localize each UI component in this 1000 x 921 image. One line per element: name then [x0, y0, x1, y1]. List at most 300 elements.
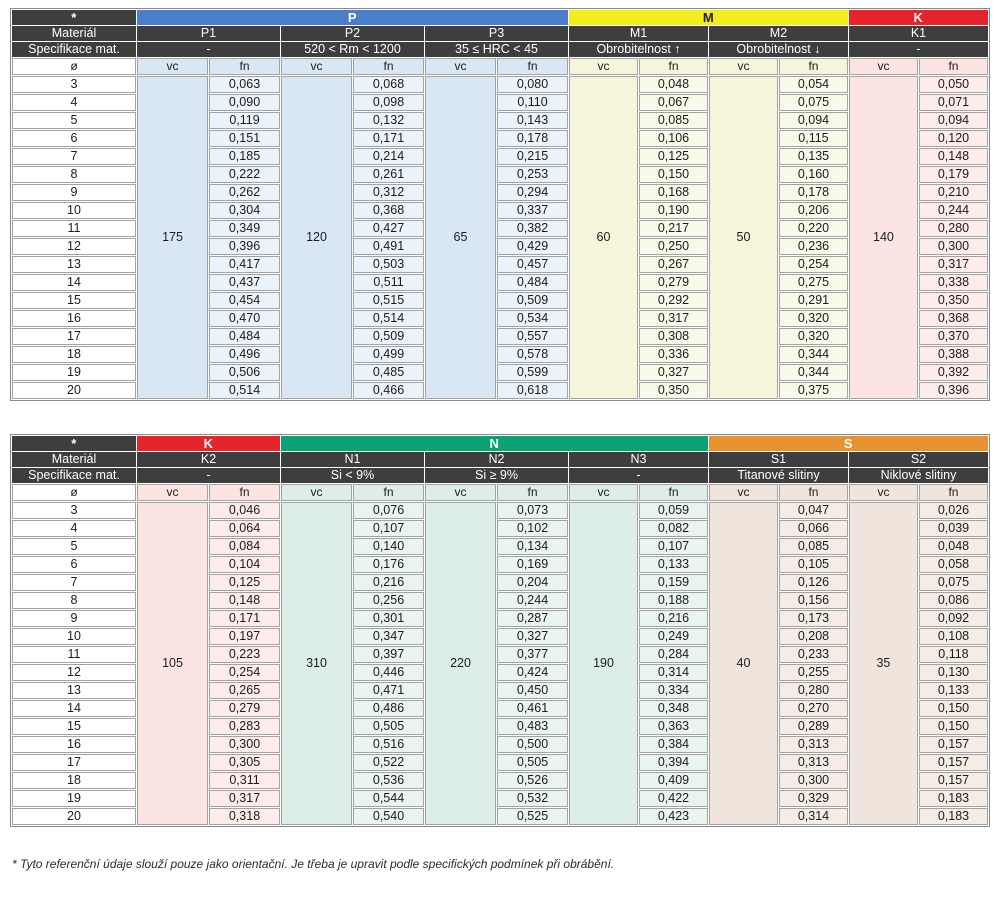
fn-value-cell: 0,350: [919, 292, 988, 309]
diameter-cell: 5: [12, 112, 136, 129]
fn-value-cell: 0,349: [209, 220, 280, 237]
diameter-cell: 10: [12, 202, 136, 219]
fn-value-cell: 0,261: [353, 166, 424, 183]
fn-label-k1: fn: [919, 58, 988, 75]
fn-value-cell: 0,329: [779, 790, 848, 807]
fn-value-cell: 0,120: [919, 130, 988, 147]
fn-value-cell: 0,500: [497, 736, 568, 753]
fn-value-cell: 0,048: [639, 76, 708, 93]
fn-value-cell: 0,183: [919, 808, 988, 825]
fn-value-cell: 0,292: [639, 292, 708, 309]
fn-value-cell: 0,347: [353, 628, 424, 645]
fn-value-cell: 0,178: [779, 184, 848, 201]
fn-value-cell: 0,080: [497, 76, 568, 93]
fn-value-cell: 0,050: [919, 76, 988, 93]
fn-label-s1: fn: [779, 484, 848, 501]
fn-value-cell: 0,150: [919, 700, 988, 717]
fn-value-cell: 0,534: [497, 310, 568, 327]
diameter-cell: 9: [12, 610, 136, 627]
fn-value-cell: 0,320: [779, 310, 848, 327]
diameter-cell: 14: [12, 700, 136, 717]
fn-value-cell: 0,484: [209, 328, 280, 345]
fn-value-cell: 0,599: [497, 364, 568, 381]
spec-s1: Titanové slitiny: [709, 468, 848, 483]
fn-value-cell: 0,392: [919, 364, 988, 381]
fn-value-cell: 0,485: [353, 364, 424, 381]
fn-value-cell: 0,140: [353, 538, 424, 555]
fn-value-cell: 0,313: [779, 736, 848, 753]
fn-value-cell: 0,289: [779, 718, 848, 735]
diameter-cell: 19: [12, 790, 136, 807]
fn-value-cell: 0,039: [919, 520, 988, 537]
fn-value-cell: 0,104: [209, 556, 280, 573]
fn-value-cell: 0,318: [209, 808, 280, 825]
fn-value-cell: 0,344: [779, 346, 848, 363]
fn-value-cell: 0,156: [779, 592, 848, 609]
fn-value-cell: 0,073: [497, 502, 568, 519]
fn-value-cell: 0,578: [497, 346, 568, 363]
fn-value-cell: 0,514: [209, 382, 280, 399]
fn-value-cell: 0,483: [497, 718, 568, 735]
vc-label-n1: vc: [281, 484, 352, 501]
fn-value-cell: 0,337: [497, 202, 568, 219]
material-name-m1: M1: [569, 26, 708, 41]
fn-value-cell: 0,249: [639, 628, 708, 645]
spec-p1: -: [137, 42, 280, 57]
fn-value-cell: 0,327: [497, 628, 568, 645]
fn-value-cell: 0,253: [497, 166, 568, 183]
fn-value-cell: 0,540: [353, 808, 424, 825]
fn-value-cell: 0,171: [353, 130, 424, 147]
fn-value-cell: 0,334: [639, 682, 708, 699]
fn-label-k2: fn: [209, 484, 280, 501]
cutting-data-table-bottom: [10, 434, 990, 827]
fn-value-cell: 0,291: [779, 292, 848, 309]
fn-value-cell: 0,336: [639, 346, 708, 363]
table-row: [12, 502, 988, 519]
fn-value-cell: 0,618: [497, 382, 568, 399]
vc-value-p3: 65: [425, 76, 496, 399]
fn-value-cell: 0,214: [353, 148, 424, 165]
spec-k1: -: [849, 42, 988, 57]
vc-label-m1: vc: [569, 58, 638, 75]
spec-s2: Niklové slitiny: [849, 468, 988, 483]
fn-value-cell: 0,233: [779, 646, 848, 663]
fn-value-cell: 0,275: [779, 274, 848, 291]
fn-value-cell: 0,382: [497, 220, 568, 237]
fn-value-cell: 0,457: [497, 256, 568, 273]
fn-value-cell: 0,317: [639, 310, 708, 327]
fn-value-cell: 0,338: [919, 274, 988, 291]
vc-label-m2: vc: [709, 58, 778, 75]
diameter-cell: 13: [12, 256, 136, 273]
fn-value-cell: 0,461: [497, 700, 568, 717]
fn-value-cell: 0,150: [639, 166, 708, 183]
fn-value-cell: 0,394: [639, 754, 708, 771]
diameter-cell: 12: [12, 664, 136, 681]
vc-label-s2: vc: [849, 484, 918, 501]
diameter-cell: 18: [12, 346, 136, 363]
diameter-cell: 8: [12, 592, 136, 609]
vc-label-n2: vc: [425, 484, 496, 501]
fn-value-cell: 0,317: [919, 256, 988, 273]
fn-value-cell: 0,280: [779, 682, 848, 699]
vc-label-p2: vc: [281, 58, 352, 75]
fn-value-cell: 0,348: [639, 700, 708, 717]
fn-value-cell: 0,176: [353, 556, 424, 573]
fn-value-cell: 0,279: [639, 274, 708, 291]
fn-value-cell: 0,388: [919, 346, 988, 363]
vc-value-s2: 35: [849, 502, 918, 825]
fn-value-cell: 0,217: [639, 220, 708, 237]
fn-value-cell: 0,085: [779, 538, 848, 555]
fn-value-cell: 0,370: [919, 328, 988, 345]
fn-value-cell: 0,496: [209, 346, 280, 363]
material-name-k1: K1: [849, 26, 988, 41]
fn-value-cell: 0,314: [779, 808, 848, 825]
spec-p2: 520 < Rm < 1200: [281, 42, 424, 57]
fn-value-cell: 0,216: [353, 574, 424, 591]
diameter-cell: 15: [12, 718, 136, 735]
material-name-p1: P1: [137, 26, 280, 41]
fn-value-cell: 0,244: [497, 592, 568, 609]
spec-row-label: Specifikace mat.: [12, 42, 136, 57]
fn-value-cell: 0,300: [209, 736, 280, 753]
diameter-cell: 15: [12, 292, 136, 309]
fn-value-cell: 0,157: [919, 772, 988, 789]
diameter-cell: 17: [12, 754, 136, 771]
fn-value-cell: 0,204: [497, 574, 568, 591]
diameter-cell: 9: [12, 184, 136, 201]
fn-value-cell: 0,304: [209, 202, 280, 219]
fn-value-cell: 0,509: [353, 328, 424, 345]
fn-value-cell: 0,486: [353, 700, 424, 717]
footnote: * Tyto referenční údaje slouží pouze jako orientační. Je třeba je upravit podle specifických podmínek při obrábění.: [12, 857, 615, 871]
fn-value-cell: 0,250: [639, 238, 708, 255]
fn-value-cell: 0,173: [779, 610, 848, 627]
fn-value-cell: 0,110: [497, 94, 568, 111]
fn-value-cell: 0,067: [639, 94, 708, 111]
vc-value-p2: 120: [281, 76, 352, 399]
fn-value-cell: 0,130: [919, 664, 988, 681]
fn-value-cell: 0,262: [209, 184, 280, 201]
material-name-n2: N2: [425, 452, 568, 467]
fn-value-cell: 0,314: [639, 664, 708, 681]
fn-value-cell: 0,384: [639, 736, 708, 753]
fn-value-cell: 0,396: [209, 238, 280, 255]
fn-value-cell: 0,223: [209, 646, 280, 663]
diameter-cell: 5: [12, 538, 136, 555]
fn-value-cell: 0,313: [779, 754, 848, 771]
fn-value-cell: 0,216: [639, 610, 708, 627]
fn-value-cell: 0,210: [919, 184, 988, 201]
fn-value-cell: 0,125: [209, 574, 280, 591]
fn-value-cell: 0,317: [209, 790, 280, 807]
diameter-column-label: ø: [12, 58, 136, 75]
vc-value-k1: 140: [849, 76, 918, 399]
fn-value-cell: 0,115: [779, 130, 848, 147]
spec-n2: Si ≥ 9%: [425, 468, 568, 483]
fn-value-cell: 0,084: [209, 538, 280, 555]
vc-label-s1: vc: [709, 484, 778, 501]
cutting-data-table-top: [10, 8, 990, 401]
fn-value-cell: 0,197: [209, 628, 280, 645]
fn-value-cell: 0,206: [779, 202, 848, 219]
spec-p3: 35 ≤ HRC < 45: [425, 42, 568, 57]
fn-label-s2: fn: [919, 484, 988, 501]
fn-value-cell: 0,125: [639, 148, 708, 165]
fn-value-cell: 0,503: [353, 256, 424, 273]
fn-value-cell: 0,308: [639, 328, 708, 345]
material-name-m2: M2: [709, 26, 848, 41]
group-band-m: M: [569, 10, 848, 25]
fn-value-cell: 0,409: [639, 772, 708, 789]
fn-value-cell: 0,190: [639, 202, 708, 219]
fn-label-m2: fn: [779, 58, 848, 75]
fn-value-cell: 0,151: [209, 130, 280, 147]
vc-value-n1: 310: [281, 502, 352, 825]
diameter-cell: 20: [12, 808, 136, 825]
fn-value-cell: 0,301: [353, 610, 424, 627]
diameter-cell: 3: [12, 502, 136, 519]
vc-value-n2: 220: [425, 502, 496, 825]
fn-value-cell: 0,506: [209, 364, 280, 381]
fn-value-cell: 0,396: [919, 382, 988, 399]
fn-value-cell: 0,094: [779, 112, 848, 129]
vc-value-k2: 105: [137, 502, 208, 825]
vc-label-k1: vc: [849, 58, 918, 75]
fn-value-cell: 0,446: [353, 664, 424, 681]
fn-value-cell: 0,327: [639, 364, 708, 381]
fn-value-cell: 0,267: [639, 256, 708, 273]
vc-value-s1: 40: [709, 502, 778, 825]
fn-value-cell: 0,311: [209, 772, 280, 789]
fn-value-cell: 0,300: [779, 772, 848, 789]
material-name-p3: P3: [425, 26, 568, 41]
fn-value-cell: 0,422: [639, 790, 708, 807]
group-band-s: S: [709, 436, 988, 451]
fn-value-cell: 0,160: [779, 166, 848, 183]
fn-value-cell: 0,466: [353, 382, 424, 399]
fn-value-cell: 0,220: [779, 220, 848, 237]
fn-value-cell: 0,107: [639, 538, 708, 555]
fn-value-cell: 0,427: [353, 220, 424, 237]
star-header-cell: *: [12, 436, 136, 451]
fn-value-cell: 0,085: [639, 112, 708, 129]
fn-value-cell: 0,157: [919, 754, 988, 771]
fn-value-cell: 0,090: [209, 94, 280, 111]
spec-m2: Obrobitelnost ↓: [709, 42, 848, 57]
vc-label-n3: vc: [569, 484, 638, 501]
spec-k2: -: [137, 468, 280, 483]
material-name-n1: N1: [281, 452, 424, 467]
fn-value-cell: 0,429: [497, 238, 568, 255]
fn-value-cell: 0,092: [919, 610, 988, 627]
material-name-n3: N3: [569, 452, 708, 467]
fn-value-cell: 0,423: [639, 808, 708, 825]
fn-value-cell: 0,107: [353, 520, 424, 537]
fn-value-cell: 0,215: [497, 148, 568, 165]
fn-value-cell: 0,424: [497, 664, 568, 681]
fn-value-cell: 0,279: [209, 700, 280, 717]
vc-value-p1: 175: [137, 76, 208, 399]
fn-value-cell: 0,312: [353, 184, 424, 201]
diameter-cell: 13: [12, 682, 136, 699]
diameter-cell: 8: [12, 166, 136, 183]
fn-value-cell: 0,222: [209, 166, 280, 183]
fn-value-cell: 0,102: [497, 520, 568, 537]
diameter-cell: 12: [12, 238, 136, 255]
fn-value-cell: 0,076: [353, 502, 424, 519]
fn-value-cell: 0,368: [919, 310, 988, 327]
group-band-k: K: [849, 10, 988, 25]
fn-value-cell: 0,126: [779, 574, 848, 591]
fn-value-cell: 0,185: [209, 148, 280, 165]
vc-label-p3: vc: [425, 58, 496, 75]
fn-value-cell: 0,133: [639, 556, 708, 573]
fn-value-cell: 0,484: [497, 274, 568, 291]
fn-value-cell: 0,300: [919, 238, 988, 255]
diameter-cell: 6: [12, 556, 136, 573]
fn-value-cell: 0,491: [353, 238, 424, 255]
fn-value-cell: 0,047: [779, 502, 848, 519]
fn-value-cell: 0,118: [919, 646, 988, 663]
fn-label-p1: fn: [209, 58, 280, 75]
group-band-p: P: [137, 10, 568, 25]
fn-value-cell: 0,075: [919, 574, 988, 591]
fn-value-cell: 0,119: [209, 112, 280, 129]
fn-value-cell: 0,068: [353, 76, 424, 93]
fn-value-cell: 0,294: [497, 184, 568, 201]
material-name-s2: S2: [849, 452, 988, 467]
fn-label-n2: fn: [497, 484, 568, 501]
fn-value-cell: 0,437: [209, 274, 280, 291]
diameter-cell: 11: [12, 220, 136, 237]
fn-value-cell: 0,183: [919, 790, 988, 807]
diameter-cell: 10: [12, 628, 136, 645]
fn-value-cell: 0,283: [209, 718, 280, 735]
fn-value-cell: 0,320: [779, 328, 848, 345]
fn-value-cell: 0,470: [209, 310, 280, 327]
material-name-k2: K2: [137, 452, 280, 467]
vc-value-m1: 60: [569, 76, 638, 399]
fn-value-cell: 0,066: [779, 520, 848, 537]
fn-label-p3: fn: [497, 58, 568, 75]
fn-value-cell: 0,254: [209, 664, 280, 681]
fn-value-cell: 0,169: [497, 556, 568, 573]
spec-row-label: Specifikace mat.: [12, 468, 136, 483]
diameter-cell: 4: [12, 94, 136, 111]
diameter-cell: 7: [12, 148, 136, 165]
fn-value-cell: 0,157: [919, 736, 988, 753]
fn-value-cell: 0,244: [919, 202, 988, 219]
fn-value-cell: 0,171: [209, 610, 280, 627]
vc-value-n3: 190: [569, 502, 638, 825]
fn-value-cell: 0,270: [779, 700, 848, 717]
material-row-label: Materiál: [12, 452, 136, 467]
fn-value-cell: 0,505: [353, 718, 424, 735]
fn-value-cell: 0,208: [779, 628, 848, 645]
fn-value-cell: 0,179: [919, 166, 988, 183]
fn-value-cell: 0,350: [639, 382, 708, 399]
fn-value-cell: 0,086: [919, 592, 988, 609]
fn-value-cell: 0,168: [639, 184, 708, 201]
fn-value-cell: 0,026: [919, 502, 988, 519]
fn-value-cell: 0,134: [497, 538, 568, 555]
fn-value-cell: 0,284: [639, 646, 708, 663]
diameter-cell: 14: [12, 274, 136, 291]
fn-value-cell: 0,450: [497, 682, 568, 699]
diameter-cell: 11: [12, 646, 136, 663]
fn-label-m1: fn: [639, 58, 708, 75]
fn-value-cell: 0,082: [639, 520, 708, 537]
fn-value-cell: 0,133: [919, 682, 988, 699]
material-name-s1: S1: [709, 452, 848, 467]
fn-value-cell: 0,059: [639, 502, 708, 519]
spec-n3: -: [569, 468, 708, 483]
fn-value-cell: 0,108: [919, 628, 988, 645]
fn-value-cell: 0,132: [353, 112, 424, 129]
fn-value-cell: 0,344: [779, 364, 848, 381]
diameter-cell: 16: [12, 736, 136, 753]
fn-value-cell: 0,254: [779, 256, 848, 273]
diameter-cell: 4: [12, 520, 136, 537]
fn-value-cell: 0,532: [497, 790, 568, 807]
fn-value-cell: 0,511: [353, 274, 424, 291]
fn-label-n3: fn: [639, 484, 708, 501]
fn-value-cell: 0,106: [639, 130, 708, 147]
fn-label-n1: fn: [353, 484, 424, 501]
spec-m1: Obrobitelnost ↑: [569, 42, 708, 57]
fn-value-cell: 0,075: [779, 94, 848, 111]
fn-value-cell: 0,094: [919, 112, 988, 129]
fn-value-cell: 0,063: [209, 76, 280, 93]
fn-value-cell: 0,148: [919, 148, 988, 165]
fn-value-cell: 0,377: [497, 646, 568, 663]
fn-value-cell: 0,375: [779, 382, 848, 399]
diameter-cell: 20: [12, 382, 136, 399]
fn-value-cell: 0,526: [497, 772, 568, 789]
fn-value-cell: 0,454: [209, 292, 280, 309]
fn-value-cell: 0,098: [353, 94, 424, 111]
diameter-cell: 18: [12, 772, 136, 789]
material-row-label: Materiál: [12, 26, 136, 41]
diameter-cell: 3: [12, 76, 136, 93]
fn-value-cell: 0,516: [353, 736, 424, 753]
fn-value-cell: 0,071: [919, 94, 988, 111]
fn-value-cell: 0,280: [919, 220, 988, 237]
fn-value-cell: 0,557: [497, 328, 568, 345]
fn-value-cell: 0,188: [639, 592, 708, 609]
fn-value-cell: 0,363: [639, 718, 708, 735]
fn-value-cell: 0,305: [209, 754, 280, 771]
fn-label-p2: fn: [353, 58, 424, 75]
fn-value-cell: 0,046: [209, 502, 280, 519]
diameter-cell: 7: [12, 574, 136, 591]
vc-value-m2: 50: [709, 76, 778, 399]
fn-value-cell: 0,148: [209, 592, 280, 609]
group-band-k: K: [137, 436, 280, 451]
fn-value-cell: 0,105: [779, 556, 848, 573]
fn-value-cell: 0,150: [919, 718, 988, 735]
diameter-cell: 17: [12, 328, 136, 345]
fn-value-cell: 0,397: [353, 646, 424, 663]
table-row: [12, 76, 988, 93]
fn-value-cell: 0,256: [353, 592, 424, 609]
fn-value-cell: 0,159: [639, 574, 708, 591]
fn-value-cell: 0,499: [353, 346, 424, 363]
material-name-p2: P2: [281, 26, 424, 41]
